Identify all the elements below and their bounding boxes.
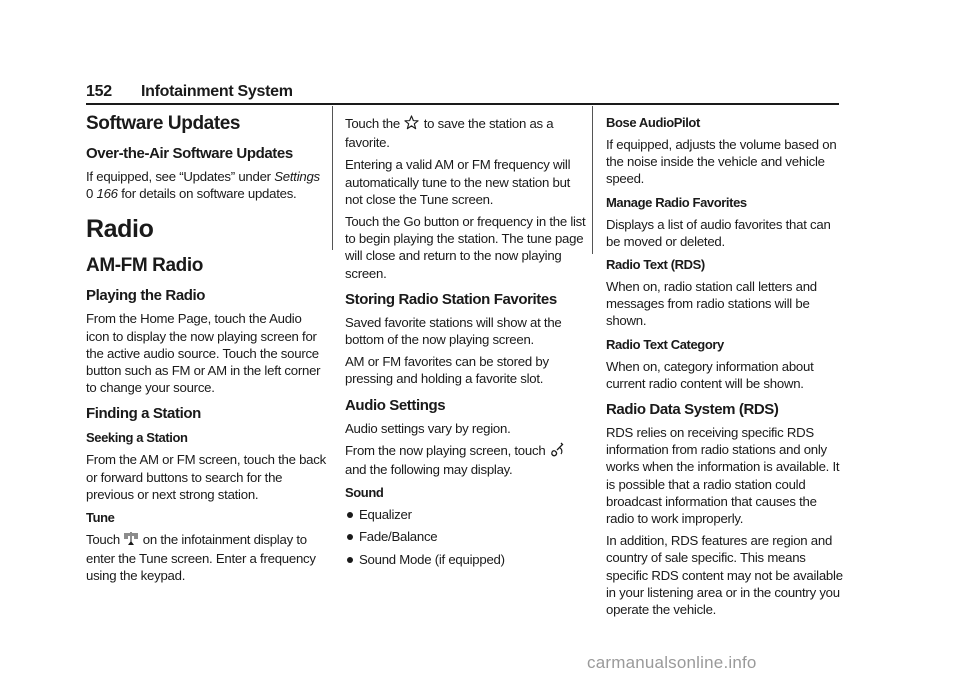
ota-text-1: If equipped, see “Updates” under [86,169,275,184]
header-rule [86,103,839,105]
rds-text-2: In addition, RDS features are region and country of sale specific. This means specific RDS content may not be available in your listening area or in the country you operate the vehicle. [606,533,843,618]
radio-heading: Radio [86,215,154,244]
section-title: Infotainment System [141,83,293,100]
ota-heading: Over-the-Air Software Updates [86,145,293,162]
touch-favorite-paragraph [345,115,587,151]
rds-text-1: RDS relies on receiving specific RDS information from radio stations and only works when the information is available. It is possible that a radio station could broadcast information that causes the radio to work improperly. [606,425,840,527]
watermark: carmanualsonline.info [587,653,757,672]
page-number: 152 [86,83,112,100]
ota-text-2: for details on software updates. [117,186,297,202]
page-ref-arrow-icon: 0 [86,186,94,202]
from-text-1: From the now playing screen, touch [345,442,549,458]
tune-paragraph [86,531,328,585]
bose-audiopilot-heading: Bose AudioPilot [606,115,700,130]
tune-text-1: Touch [86,532,124,548]
from-text-2: and the following may display. [345,462,513,478]
rds-heading: Radio Data System (RDS) [606,401,779,419]
storing-favorites-text-1: Saved favorite stations will show at the bottom of the now playing screen. [345,314,562,348]
settings-link-text[interactable]: Settings [274,169,320,184]
tune-heading: Tune [86,510,115,526]
radio-text-category-heading: Radio Text Category [606,336,724,352]
column-divider-1 [332,106,333,250]
column-1 [86,108,328,585]
sound-heading: Sound [345,485,384,501]
playing-radio-heading: Playing the Radio [86,287,206,305]
seeking-station-heading: Seeking a Station [86,430,188,446]
column-3 [606,108,846,618]
finding-station-heading: Finding a Station [86,405,201,423]
playing-radio-text: From the Home Page, touch the Audio icon to display the now playing screen for the active audio source. Touch the source button such as FM or AM in the left corner to change your source. [86,311,321,396]
column-divider-2 [592,106,593,254]
storing-favorites-heading: Storing Radio Station Favorites [345,290,557,308]
now-playing-paragraph [345,442,587,478]
page-ref-number[interactable]: 166 [96,186,118,202]
list-item: Equalizer [345,506,587,523]
page-header [86,82,839,104]
column-2 [345,108,587,568]
entering-frequency-text: Entering a valid AM or FM frequency will automatically tune to the new station but not close the Tune screen. [345,157,571,207]
software-updates-heading: Software Updates [86,113,241,134]
radio-text-rds-text: When on, radio station call letters and messages from radio stations will be shown. [606,279,817,329]
radio-text-rds-heading: Radio Text (RDS) [606,257,705,273]
tune-text-2: on the infotainment display to enter the Tune screen. Enter a frequency using the keypad. [86,532,316,584]
go-button-text: Touch the Go button or frequency in the list to begin playing the station. The tune page will close and return to the now playing screen. [345,214,586,281]
seeking-station-text: From the AM or FM screen, touch the back or forward buttons to search for the previous or next strong station. [86,452,326,502]
list-item: Sound Mode (if equipped) [345,551,587,568]
sound-list [345,506,587,568]
audio-settings-text: Audio settings vary by region. [345,420,511,436]
tune-dial-icon [124,532,138,550]
list-item: Fade/Balance [345,528,587,545]
storing-favorites-text-2: AM or FM favorites can be stored by pressing and holding a favorite slot. [345,354,549,387]
touch-text-2: to save the station as a favorite. [345,116,554,151]
manage-favorites-text: Displays a list of audio favorites that can be moved or deleted. [606,216,831,249]
audio-settings-icon [550,442,564,461]
manage-favorites-heading: Manage Radio Favorites [606,194,747,210]
star-icon [404,115,419,134]
audio-settings-heading: Audio Settings [345,396,446,414]
touch-text-1: Touch the [345,116,404,131]
ota-paragraph [86,168,328,202]
radio-text-category-text: When on, category information about current radio content will be shown. [606,358,814,391]
amfm-heading: AM-FM Radio [86,255,203,277]
bose-audiopilot-text: If equipped, adjusts the volume based on the noise inside the vehicle and vehicle speed. [606,137,837,187]
